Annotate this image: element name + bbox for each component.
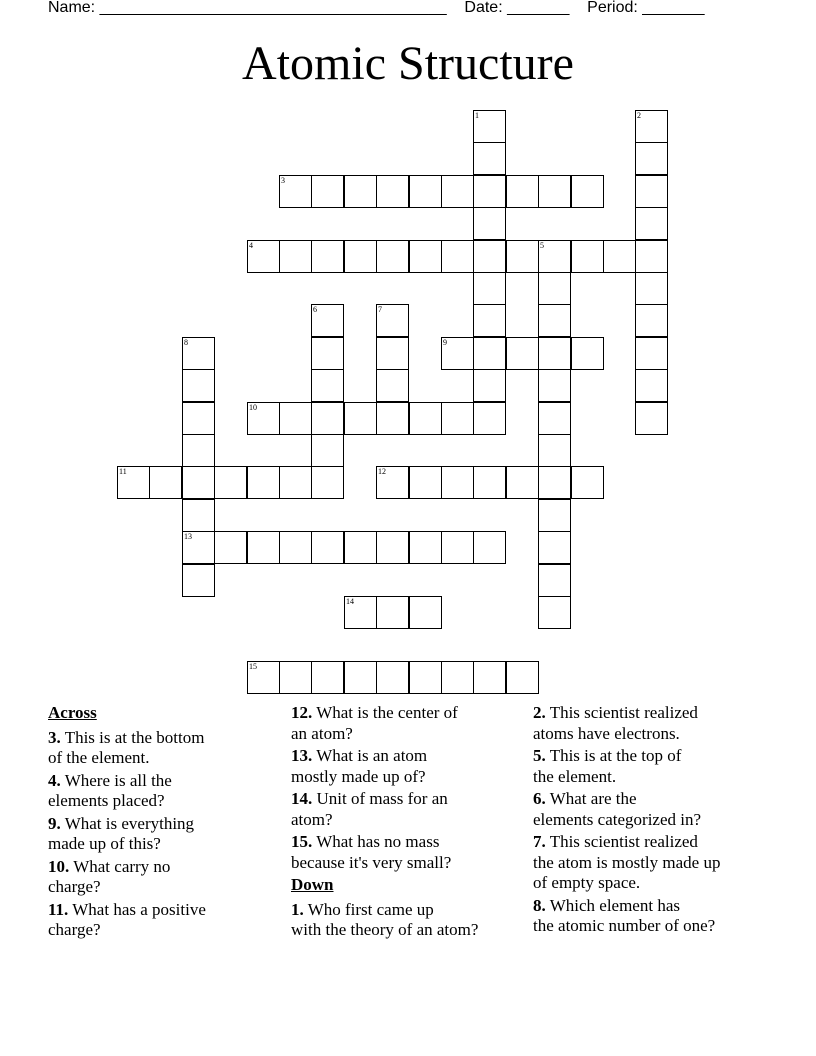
- crossword-cell[interactable]: [409, 402, 442, 435]
- clue-text: What is everything: [64, 813, 195, 833]
- clue-text: Who first came up: [307, 899, 434, 919]
- crossword-cell[interactable]: [603, 240, 636, 273]
- crossword-cell[interactable]: [376, 240, 409, 273]
- clue-text: What has no mass: [316, 832, 440, 851]
- clue-line: [48, 728, 288, 749]
- crossword-cell[interactable]: [635, 337, 668, 370]
- crossword-cell[interactable]: [182, 466, 215, 499]
- clue-text: charge?: [48, 877, 101, 896]
- clue-line: [291, 810, 531, 831]
- clue-text: Which element has: [549, 895, 680, 915]
- crossword-cell[interactable]: [571, 466, 604, 499]
- crossword-cell[interactable]: [635, 304, 668, 337]
- clue-line: [48, 748, 288, 769]
- crossword-cell[interactable]: [441, 175, 474, 208]
- crossword-cell[interactable]: [635, 272, 668, 305]
- crossword-cell[interactable]: [571, 337, 604, 370]
- crossword-cell[interactable]: [311, 466, 344, 499]
- crossword-cell[interactable]: [571, 240, 604, 273]
- crossword-cell[interactable]: [344, 240, 377, 273]
- crossword-cell[interactable]: [409, 661, 442, 694]
- clue-line: [48, 877, 288, 898]
- crossword-cell[interactable]: [247, 531, 280, 564]
- section-heading-down: Down: [291, 875, 334, 894]
- crossword-cell[interactable]: [635, 175, 668, 208]
- clue-line: [533, 873, 773, 894]
- crossword-cell[interactable]: [473, 337, 506, 370]
- clue-number-label: 3: [281, 176, 285, 185]
- clue-line: [48, 791, 288, 812]
- crossword-cell[interactable]: [441, 466, 474, 499]
- crossword-cell[interactable]: [538, 499, 571, 532]
- clue-item: [48, 814, 288, 855]
- crossword-cell[interactable]: [344, 596, 377, 629]
- clue-column-3: [533, 703, 773, 939]
- clue-number-label: 1: [475, 111, 479, 120]
- crossword-cell[interactable]: [182, 564, 215, 597]
- crossword-cell[interactable]: [344, 175, 377, 208]
- crossword-cell[interactable]: [506, 337, 539, 370]
- crossword-cell[interactable]: [247, 466, 280, 499]
- clue-text: What is the center of: [316, 703, 458, 722]
- clue-line: [291, 920, 531, 941]
- crossword-cell[interactable]: [376, 402, 409, 435]
- crossword-cell[interactable]: [376, 531, 409, 564]
- crossword-cell[interactable]: [441, 661, 474, 694]
- crossword-cell[interactable]: [311, 175, 344, 208]
- clue-text: the atom is mostly made up: [533, 852, 721, 872]
- crossword-cell[interactable]: [376, 304, 409, 337]
- crossword-cell[interactable]: [214, 531, 247, 564]
- crossword-cell[interactable]: [376, 466, 409, 499]
- crossword-cell[interactable]: [311, 369, 344, 402]
- clue-number: 11.: [48, 899, 69, 919]
- crossword-cell[interactable]: [376, 369, 409, 402]
- crossword-cell[interactable]: [182, 402, 215, 435]
- clue-item: [291, 832, 531, 873]
- crossword-cell[interactable]: [635, 402, 668, 435]
- clue-item: [533, 746, 773, 787]
- crossword-cell[interactable]: [376, 175, 409, 208]
- clue-item: [291, 703, 531, 744]
- clue-text: elements categorized in?: [533, 809, 702, 829]
- clue-text: elements placed?: [48, 791, 165, 810]
- crossword-cell[interactable]: [409, 240, 442, 273]
- clue-text: What has a positive: [72, 899, 206, 919]
- clue-number-label: 2: [637, 111, 641, 120]
- crossword-cell[interactable]: [506, 466, 539, 499]
- clue-number: 8.: [533, 895, 546, 915]
- crossword-cell[interactable]: [279, 402, 312, 435]
- crossword-cell[interactable]: [538, 402, 571, 435]
- clue-text: This is at the bottom: [64, 727, 205, 747]
- clue-column-2: [291, 703, 531, 943]
- page-title: Atomic Structure: [242, 37, 574, 90]
- crossword-cell[interactable]: [311, 240, 344, 273]
- name-date-period-line: Name: _______________________________________ Date: _______ Period: _______: [48, 0, 705, 16]
- clue-item: [533, 896, 773, 937]
- clue-line: [291, 767, 531, 788]
- clue-item: [533, 703, 773, 744]
- crossword-cell[interactable]: [473, 661, 506, 694]
- crossword-cell[interactable]: [538, 240, 571, 273]
- clue-line: [48, 771, 288, 792]
- crossword-cell[interactable]: [311, 531, 344, 564]
- clue-text: the element.: [533, 766, 617, 786]
- clue-text: charge?: [48, 920, 101, 939]
- crossword-cell[interactable]: [635, 369, 668, 402]
- crossword-cell[interactable]: [409, 596, 442, 629]
- crossword-cell[interactable]: [506, 175, 539, 208]
- section-heading-across: Across: [48, 703, 97, 722]
- crossword-cell[interactable]: [376, 596, 409, 629]
- clue-number-label: 12: [378, 467, 386, 476]
- clue-number: 5.: [533, 746, 546, 765]
- clue-text: mostly made up of?: [291, 766, 426, 786]
- clue-number-label: 10: [249, 403, 257, 412]
- clue-line: [291, 724, 531, 745]
- clue-item: [291, 789, 531, 830]
- clue-text: of the element.: [48, 748, 150, 767]
- clue-item: [48, 771, 288, 812]
- clue-number: 6.: [533, 789, 546, 808]
- crossword-cell[interactable]: [117, 466, 150, 499]
- crossword-cell[interactable]: [182, 337, 215, 370]
- crossword-cell[interactable]: [311, 304, 344, 337]
- crossword-cell[interactable]: [538, 369, 571, 402]
- clue-line: [533, 810, 773, 831]
- clue-number-label: 5: [540, 241, 544, 250]
- clue-text: This is at the top of: [549, 746, 682, 765]
- clue-text: the atomic number of one?: [533, 916, 716, 935]
- crossword-cell[interactable]: [214, 466, 247, 499]
- crossword-cell[interactable]: [247, 402, 280, 435]
- crossword-cell[interactable]: [247, 661, 280, 694]
- crossword-cell[interactable]: [441, 240, 474, 273]
- crossword-cell[interactable]: [311, 434, 344, 467]
- clue-text: an atom?: [291, 723, 353, 743]
- clue-line: [291, 832, 531, 853]
- clue-number: 15.: [291, 832, 313, 851]
- clue-text: atoms have electrons.: [533, 723, 680, 743]
- clue-line: [533, 853, 773, 874]
- clue-line: [533, 916, 773, 937]
- crossword-cell[interactable]: [538, 466, 571, 499]
- clue-number: 10.: [48, 856, 70, 876]
- crossword-cell[interactable]: [409, 466, 442, 499]
- clue-number: 2.: [533, 703, 546, 722]
- clue-item: [291, 746, 531, 787]
- clue-line: [533, 896, 773, 917]
- crossword-cell[interactable]: [473, 142, 506, 175]
- crossword-cell[interactable]: [473, 402, 506, 435]
- clue-text: atom?: [291, 809, 333, 829]
- crossword-cell[interactable]: [538, 434, 571, 467]
- clue-item: [48, 900, 288, 941]
- crossword-cell[interactable]: [182, 434, 215, 467]
- clue-number: 9.: [48, 813, 61, 833]
- clue-number-label: 13: [184, 532, 192, 541]
- crossword-cell[interactable]: [311, 402, 344, 435]
- crossword-cell[interactable]: [571, 175, 604, 208]
- clue-text: Unit of mass for an: [316, 789, 448, 808]
- clue-number-label: 4: [249, 241, 253, 250]
- crossword-cell[interactable]: [149, 466, 182, 499]
- crossword-cell[interactable]: [473, 272, 506, 305]
- clue-line: [48, 900, 288, 921]
- crossword-cell[interactable]: [506, 661, 539, 694]
- clue-item: [533, 789, 773, 830]
- crossword-cell[interactable]: [182, 531, 215, 564]
- clue-line: [48, 857, 288, 878]
- crossword-cell[interactable]: [635, 240, 668, 273]
- crossword-cell[interactable]: [441, 402, 474, 435]
- clue-text: This scientist realized: [549, 832, 698, 851]
- crossword-cell[interactable]: [473, 110, 506, 143]
- crossword-cell[interactable]: [344, 402, 377, 435]
- clue-number-label: 8: [184, 338, 188, 347]
- clue-text: because it's very small?: [291, 852, 452, 872]
- clue-number: 7.: [533, 832, 546, 851]
- crossword-cell[interactable]: [538, 304, 571, 337]
- clue-line: [291, 789, 531, 810]
- clue-text: What are the: [549, 789, 637, 808]
- crossword-cell[interactable]: [182, 499, 215, 532]
- clue-text: with the theory of an atom?: [291, 920, 479, 939]
- crossword-cell[interactable]: [635, 207, 668, 240]
- crossword-cell[interactable]: [473, 240, 506, 273]
- crossword-cell[interactable]: [279, 466, 312, 499]
- clue-text: What carry no: [73, 856, 171, 876]
- clue-line: [48, 920, 288, 941]
- clue-number-label: 6: [313, 305, 317, 314]
- clue-line: [533, 789, 773, 810]
- crossword-cell[interactable]: [538, 564, 571, 597]
- clue-number-label: 9: [443, 338, 447, 347]
- clue-item: [48, 857, 288, 898]
- crossword-cell[interactable]: [473, 304, 506, 337]
- crossword-cell[interactable]: [182, 369, 215, 402]
- crossword-cell[interactable]: [409, 531, 442, 564]
- clue-text: of empty space.: [533, 873, 641, 892]
- crossword-cell[interactable]: [376, 337, 409, 370]
- clue-column-1: [48, 703, 288, 943]
- crossword-cell[interactable]: [344, 661, 377, 694]
- clue-line: [533, 746, 773, 767]
- clue-line: [533, 703, 773, 724]
- clue-line: [48, 834, 288, 855]
- clue-text: Where is all the: [64, 770, 172, 790]
- crossword-cell[interactable]: [311, 337, 344, 370]
- clue-number-label: 11: [119, 467, 127, 476]
- clue-item: [533, 832, 773, 894]
- crossword-cell[interactable]: [538, 175, 571, 208]
- crossword-cell[interactable]: [473, 466, 506, 499]
- crossword-cell[interactable]: [635, 110, 668, 143]
- crossword-cell[interactable]: [279, 531, 312, 564]
- crossword-cell[interactable]: [506, 240, 539, 273]
- clue-text: made up of this?: [48, 834, 161, 853]
- crossword-cell[interactable]: [279, 175, 312, 208]
- crossword-cell[interactable]: [344, 531, 377, 564]
- crossword-cell[interactable]: [441, 337, 474, 370]
- crossword-cell[interactable]: [538, 337, 571, 370]
- clue-line: [533, 832, 773, 853]
- clue-text: What is an atom: [316, 746, 428, 765]
- clue-item: [48, 728, 288, 769]
- crossword-cell[interactable]: [473, 207, 506, 240]
- crossword-cell[interactable]: [538, 531, 571, 564]
- clue-line: [291, 900, 531, 921]
- crossword-cell[interactable]: [409, 175, 442, 208]
- crossword-cell[interactable]: [376, 661, 409, 694]
- crossword-cell[interactable]: [279, 661, 312, 694]
- clue-number-label: 15: [249, 662, 257, 671]
- clue-number: 4.: [48, 770, 61, 790]
- clue-item: [291, 900, 531, 941]
- clue-line: [533, 767, 773, 788]
- crossword-cell[interactable]: [279, 240, 312, 273]
- clue-number-label: 14: [346, 597, 354, 606]
- crossword-cell[interactable]: [635, 142, 668, 175]
- clue-number: 3.: [48, 727, 61, 747]
- clue-number: 14.: [291, 789, 313, 808]
- crossword-cell[interactable]: [473, 369, 506, 402]
- crossword-cell[interactable]: [247, 240, 280, 273]
- clue-line: [533, 724, 773, 745]
- clue-line: [291, 703, 531, 724]
- crossword-cell[interactable]: [311, 661, 344, 694]
- clue-text: This scientist realized: [549, 703, 698, 722]
- crossword-cell[interactable]: [538, 272, 571, 305]
- clue-number: 12.: [291, 703, 313, 722]
- crossword-cell[interactable]: [473, 175, 506, 208]
- clue-line: [48, 814, 288, 835]
- clue-number-label: 7: [378, 305, 382, 314]
- clue-number: 1.: [291, 899, 304, 919]
- clue-line: [291, 853, 531, 874]
- crossword-cell[interactable]: [473, 531, 506, 564]
- clue-number: 13.: [291, 746, 313, 765]
- clue-line: [291, 746, 531, 767]
- crossword-cell[interactable]: [441, 531, 474, 564]
- crossword-cell[interactable]: [538, 596, 571, 629]
